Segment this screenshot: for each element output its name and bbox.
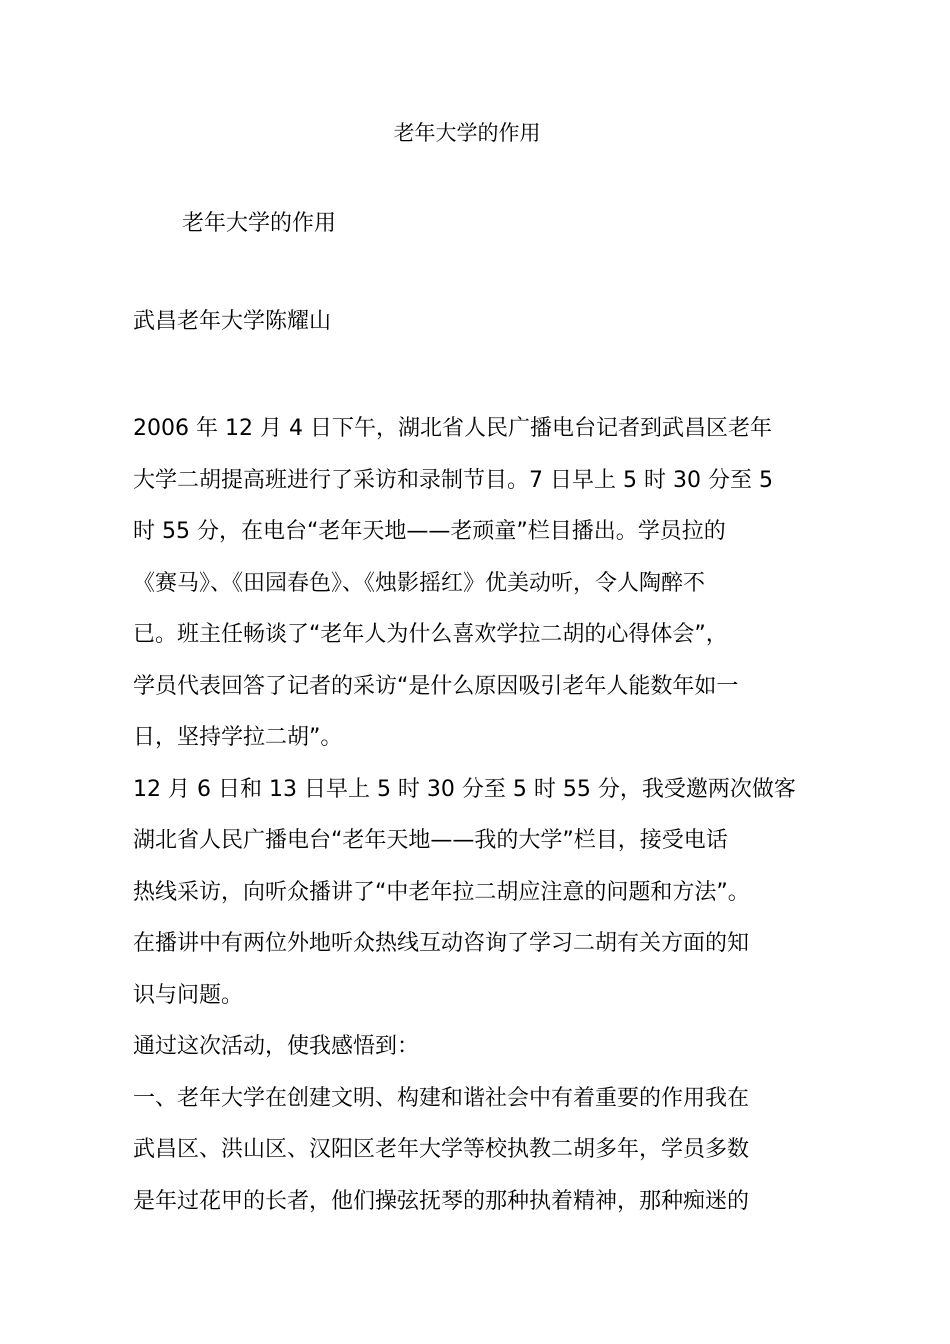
text-line: 是年过花甲的长者，他们操弦抚琴的那种执着精神，那种痴迷的 xyxy=(133,1188,750,1214)
text-line: 2006 年 12 月 4 日下午，湖北省人民广播电台记者到武昌区老年 xyxy=(133,416,772,441)
body-text xyxy=(133,403,823,1227)
text-line: 《赛马》、《田园春色》、《烛影摇红》优美动听，令人陶醉不 xyxy=(133,570,706,596)
text-line: 识与问题。 xyxy=(133,982,244,1008)
text-line: 通过这次活动，使我感悟到： xyxy=(133,1034,420,1059)
text-line: 武昌区、洪山区、汉阳区老年大学等校执教二胡多年，学员多数 xyxy=(133,1137,750,1162)
text-line: 已。班主任畅谈了“老年人为什么喜欢学拉二胡的心得体会”， xyxy=(133,622,728,647)
text-line: 日，坚持学拉二胡”。 xyxy=(133,725,343,750)
text-line: 时 55 分，在电台“老年天地——老顽童”栏目播出。学员拉的 xyxy=(133,519,726,544)
text-line: 大学二胡提高班进行了采访和录制节目。7 日早上 5 时 30 分至 5 xyxy=(133,467,773,493)
text-line: 一、老年大学在创建文明、构建和谐社会中有着重要的作用我在 xyxy=(133,1085,750,1111)
text-line: 12 月 6 日和 13 日早上 5 时 30 分至 5 时 55 分，我受邀两次做客 xyxy=(133,776,796,802)
document-subtitle: 老年大学的作用 xyxy=(182,211,337,236)
author-line: 武昌老年大学陈耀山 xyxy=(133,309,332,334)
text-line: 湖北省人民广播电台“老年天地——我的大学”栏目，接受电话 xyxy=(133,828,728,853)
text-line: 热线采访，向听众播讲了“中老年拉二胡应注意的问题和方法”。 xyxy=(133,879,750,905)
document-title: 老年大学的作用 xyxy=(393,121,541,145)
text-line: 在播讲中有两位外地听众热线互动咨询了学习二胡有关方面的知 xyxy=(133,931,750,956)
text-line: 学员代表回答了记者的采访“是什么原因吸引老年人能数年如一 xyxy=(133,673,739,699)
